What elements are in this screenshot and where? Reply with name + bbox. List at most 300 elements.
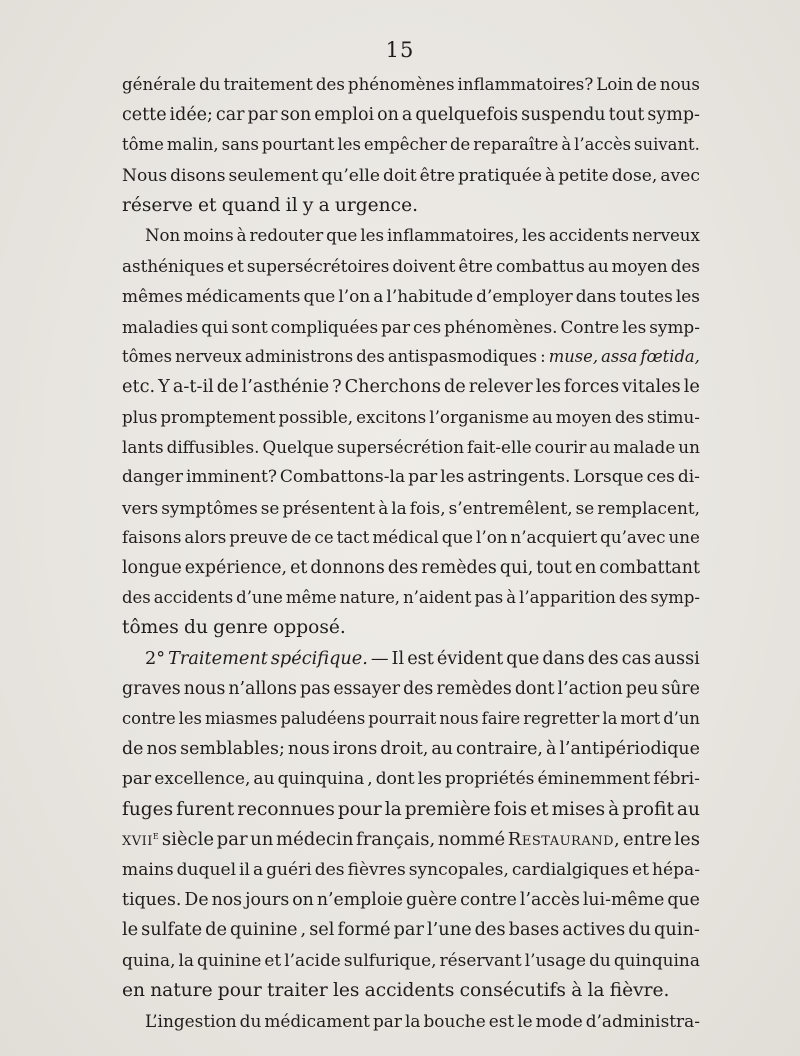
word [145,1006,237,1036]
word-text: redouter [249,225,324,245]
word-text: dont [375,769,415,790]
word [303,191,314,221]
word [122,191,193,221]
word [456,734,543,764]
word-text: n’aident [403,588,472,608]
word [310,553,384,583]
word-text: tout [536,558,572,578]
word [373,1006,402,1036]
word-text: ? [332,376,342,397]
word [410,493,446,523]
word [230,915,298,945]
word [558,161,608,191]
word-text: miasmes [204,708,278,728]
text-line [122,191,700,221]
word [405,795,491,825]
text-line [122,674,700,704]
word [549,342,598,372]
word [530,795,548,825]
text-line [122,432,700,462]
word-text: l’on [338,286,371,307]
word [122,432,164,462]
word-text: tout [608,105,645,126]
word-text: toutes [619,286,673,307]
word [523,704,599,734]
word [458,251,493,281]
word [392,251,455,281]
word [615,402,644,432]
word [340,583,400,613]
word [440,462,464,492]
word [356,825,435,855]
word-text: d’une [236,588,283,608]
word-text: longue [122,558,182,578]
word [184,613,208,643]
word [247,251,390,281]
word [185,553,287,583]
word-text: fois [493,798,528,820]
word-text: pourrait [368,708,437,728]
word [250,221,324,251]
word [337,130,360,160]
word-text: L’ingestion [145,1010,237,1031]
word-text: des [403,678,434,699]
word-text: l’apparition [519,588,616,608]
word-text: phénomènes [347,75,455,94]
word [423,1006,485,1036]
word-text: combattus [495,256,585,277]
text-line [122,885,700,915]
word [122,825,159,855]
word [228,674,297,704]
word [264,1006,370,1036]
word [678,462,700,492]
word-text: contre [460,890,517,911]
word-text: des [474,920,506,941]
word [536,372,561,402]
word-text: par [408,467,438,488]
word [654,915,700,945]
word [158,372,170,402]
word-text: Combattons-la [279,467,406,488]
word [337,523,370,553]
word-text: des [587,648,619,669]
word-text: urgence. [334,194,418,216]
word [356,342,385,372]
word [622,312,646,342]
word-text: mises [551,798,606,820]
word-text: Restaurand, [507,828,621,850]
word-text: à [608,798,620,820]
word-text: maladies [122,316,199,337]
word-text: Contre [560,316,620,337]
word-text: faire [481,708,521,728]
word [388,553,418,583]
word [510,523,597,553]
word-text: le [517,1010,533,1031]
word [407,644,434,674]
word-text: d’employer [476,286,573,307]
word-text: sulfate [141,920,203,941]
word-text: empêcher [363,135,447,155]
word [532,402,553,432]
text-line [122,795,700,825]
word [612,251,668,281]
word-text: preuve [229,527,288,547]
word [444,372,466,402]
word-text: que [506,648,540,669]
word [632,221,700,251]
word [245,885,289,915]
word-text: au [676,798,700,820]
word [122,70,196,100]
word [180,734,285,764]
word-text: accidents [364,979,455,1001]
word-text: muse, [548,346,599,366]
word-text: hépa- [651,859,700,880]
word-text: graves [122,678,181,699]
word-text: la [391,497,407,518]
word-text: que [667,890,700,911]
text-line [122,644,700,674]
text-line [122,553,700,583]
word-text: son [280,105,312,126]
word [271,644,368,674]
word-text: vitales [622,376,681,397]
word-text: cardialgiques [511,859,630,880]
word [413,312,441,342]
word-text: emploi [314,105,375,126]
word [217,372,239,402]
word [392,644,405,674]
word [161,493,258,523]
word-text: moins [183,225,234,245]
word [176,795,234,825]
word [279,402,354,432]
word-text: promptement [160,407,276,428]
word-text: l’habitude [386,286,474,307]
word-text: que [303,286,336,307]
word-text: doit [383,165,417,186]
word [184,674,226,704]
word [440,945,522,975]
word [364,130,447,160]
word [449,493,573,523]
word [583,885,664,915]
word [122,100,167,130]
word-text: contraire, [456,739,543,760]
word-text: tiques. [122,890,182,911]
word [280,100,311,130]
word-text: Loin [596,75,634,94]
word-text: pas [474,588,504,608]
word-text: nommé [437,828,506,850]
word [314,523,333,553]
word [409,855,509,885]
word [388,342,537,372]
word [599,553,700,583]
word-text: entre [622,828,672,850]
word-text: dont [514,678,555,699]
text-line [122,221,700,251]
word [647,100,700,130]
word [437,644,503,674]
word-text: est [488,1010,515,1031]
word-text: au [431,739,453,760]
text-line [122,312,700,342]
word [239,855,250,885]
word [476,281,573,311]
word-text: fuges [122,798,174,820]
word [122,281,183,311]
word [475,915,506,945]
word-text: des [387,558,419,578]
word [377,100,399,130]
word [170,161,225,191]
word [205,915,227,945]
word-text: que [441,527,474,547]
word [122,613,179,643]
word [500,553,533,583]
word-text: y [302,194,314,216]
word [564,372,619,402]
word-text: par [393,920,424,941]
word-text: n’acquiert [510,527,598,547]
word [253,855,263,885]
word [122,251,224,281]
word-text: nos [211,890,243,911]
word-text: l’asthénie [241,376,330,397]
word [474,583,503,613]
word-text: les [522,225,546,245]
word [278,764,365,794]
word-text: bases [508,920,560,941]
word-text: par [247,105,278,126]
word [536,1006,583,1036]
word-text: phénomènes. [444,316,558,337]
word [227,251,244,281]
word [175,342,242,372]
word [290,553,307,583]
word-text: à [545,739,557,760]
word [237,221,247,251]
word-text: traitement [223,75,313,94]
word [458,70,594,100]
text-line [122,402,700,432]
word [429,402,529,432]
word [167,432,260,462]
word [228,161,318,191]
word [431,734,453,764]
word-text: dans [575,286,617,307]
word [575,553,596,583]
word-text: contre [122,708,176,728]
word [376,764,415,794]
word [608,795,619,825]
word [562,915,625,945]
word-text: n’emploie [316,890,404,911]
word-text: fièvres [347,859,406,880]
word [372,523,438,553]
word-text: droit, [380,739,429,760]
word-text: le [122,920,139,941]
text-line [122,372,700,402]
word [280,462,405,492]
word [558,674,623,704]
word-text: nerveux [632,225,700,245]
word-text: jours [245,890,290,911]
word-text: possible, [278,407,354,428]
word [381,312,410,342]
text-line [122,855,700,885]
word [335,191,418,221]
word [444,312,557,342]
word [403,674,433,704]
word-text: à [236,225,247,245]
word [684,372,700,402]
word [559,734,700,764]
text-line [122,130,700,160]
word-text: : [540,346,546,366]
word-text: il [285,194,298,216]
word-text: par [122,769,152,790]
word-text: l’acide [284,950,341,971]
word-text: des [614,407,644,428]
word-text: par [381,316,411,337]
word-text: par [216,828,248,850]
word-text: — [370,648,389,669]
word [356,402,426,432]
word-text: des [315,75,345,94]
text-line [122,976,700,1006]
word [573,462,643,492]
word [321,161,380,191]
word [508,825,620,855]
word [122,764,151,794]
word [122,674,181,704]
word [303,281,335,311]
text-line [122,281,700,311]
word-text: les [417,769,442,790]
word [626,674,659,704]
word-text: les [440,467,465,488]
word [216,100,245,130]
word [236,583,283,613]
word-text: l’on [476,527,508,547]
word-text: pas [299,678,331,699]
word-text: d’un [663,708,700,728]
text-line [122,251,700,281]
word-text: essayer [333,678,401,699]
word [482,704,521,734]
word [403,583,471,613]
word [292,885,314,915]
word [291,523,312,553]
word-text: Non [145,225,181,245]
word [212,885,243,915]
word-text: alors [184,527,227,547]
text-line [122,764,700,794]
word [476,523,507,553]
word-text: quinine [230,920,298,941]
word-text: Lorsque [573,467,644,488]
word-text: nerveux [175,346,242,366]
word-text: s’entremêlent, [448,497,573,518]
word [179,704,202,734]
word-text: du [239,1010,262,1031]
word-text: plus [122,407,158,428]
word-text: quin- [654,920,700,941]
word-text: furent [176,798,235,820]
word-text: médicament [264,1010,370,1031]
word-text: et [632,859,649,880]
word [473,130,558,160]
word [122,130,164,160]
word-text: nature, [339,588,401,608]
word-text: syncopales, [408,859,509,880]
word [519,583,616,613]
word-text: les [622,316,647,337]
word [201,312,228,342]
word-text: dans [542,648,585,669]
word [601,342,637,372]
word [266,855,312,885]
word [415,100,518,130]
word [647,462,675,492]
word-text: en [574,558,597,578]
word [240,1006,262,1036]
word [223,70,312,100]
word-text: consécutifs [459,979,566,1001]
word-text: remplacent, [597,497,700,518]
word-text: un [678,437,700,458]
word-text: donnons [310,558,385,578]
word-text: genre [213,617,268,639]
word [146,734,177,764]
word [360,221,384,251]
word [186,462,277,492]
word [442,523,473,553]
word [405,1006,421,1036]
word-text: supersécrétion [336,437,465,458]
word-text: par [372,1010,402,1031]
word-text: du [199,75,221,94]
word [387,221,519,251]
text-line [122,945,700,975]
word-text: etc. [122,376,156,397]
word-text: ce [314,527,334,547]
word [122,493,158,523]
word-text: même [285,588,337,608]
word-text: se [260,497,280,518]
word [122,795,173,825]
word-text: la [587,979,605,1001]
word [506,583,516,613]
word-text: astringents. [467,467,571,488]
word-text: l’accès [519,890,580,911]
word [445,764,534,794]
word [162,825,214,855]
word [632,855,649,885]
word-text: la [384,798,402,820]
word-text: n’allons [228,678,297,699]
word [619,583,648,613]
word [338,795,382,825]
word [439,704,478,734]
word [460,885,517,915]
word [319,191,330,221]
word-text: évident [436,648,504,669]
